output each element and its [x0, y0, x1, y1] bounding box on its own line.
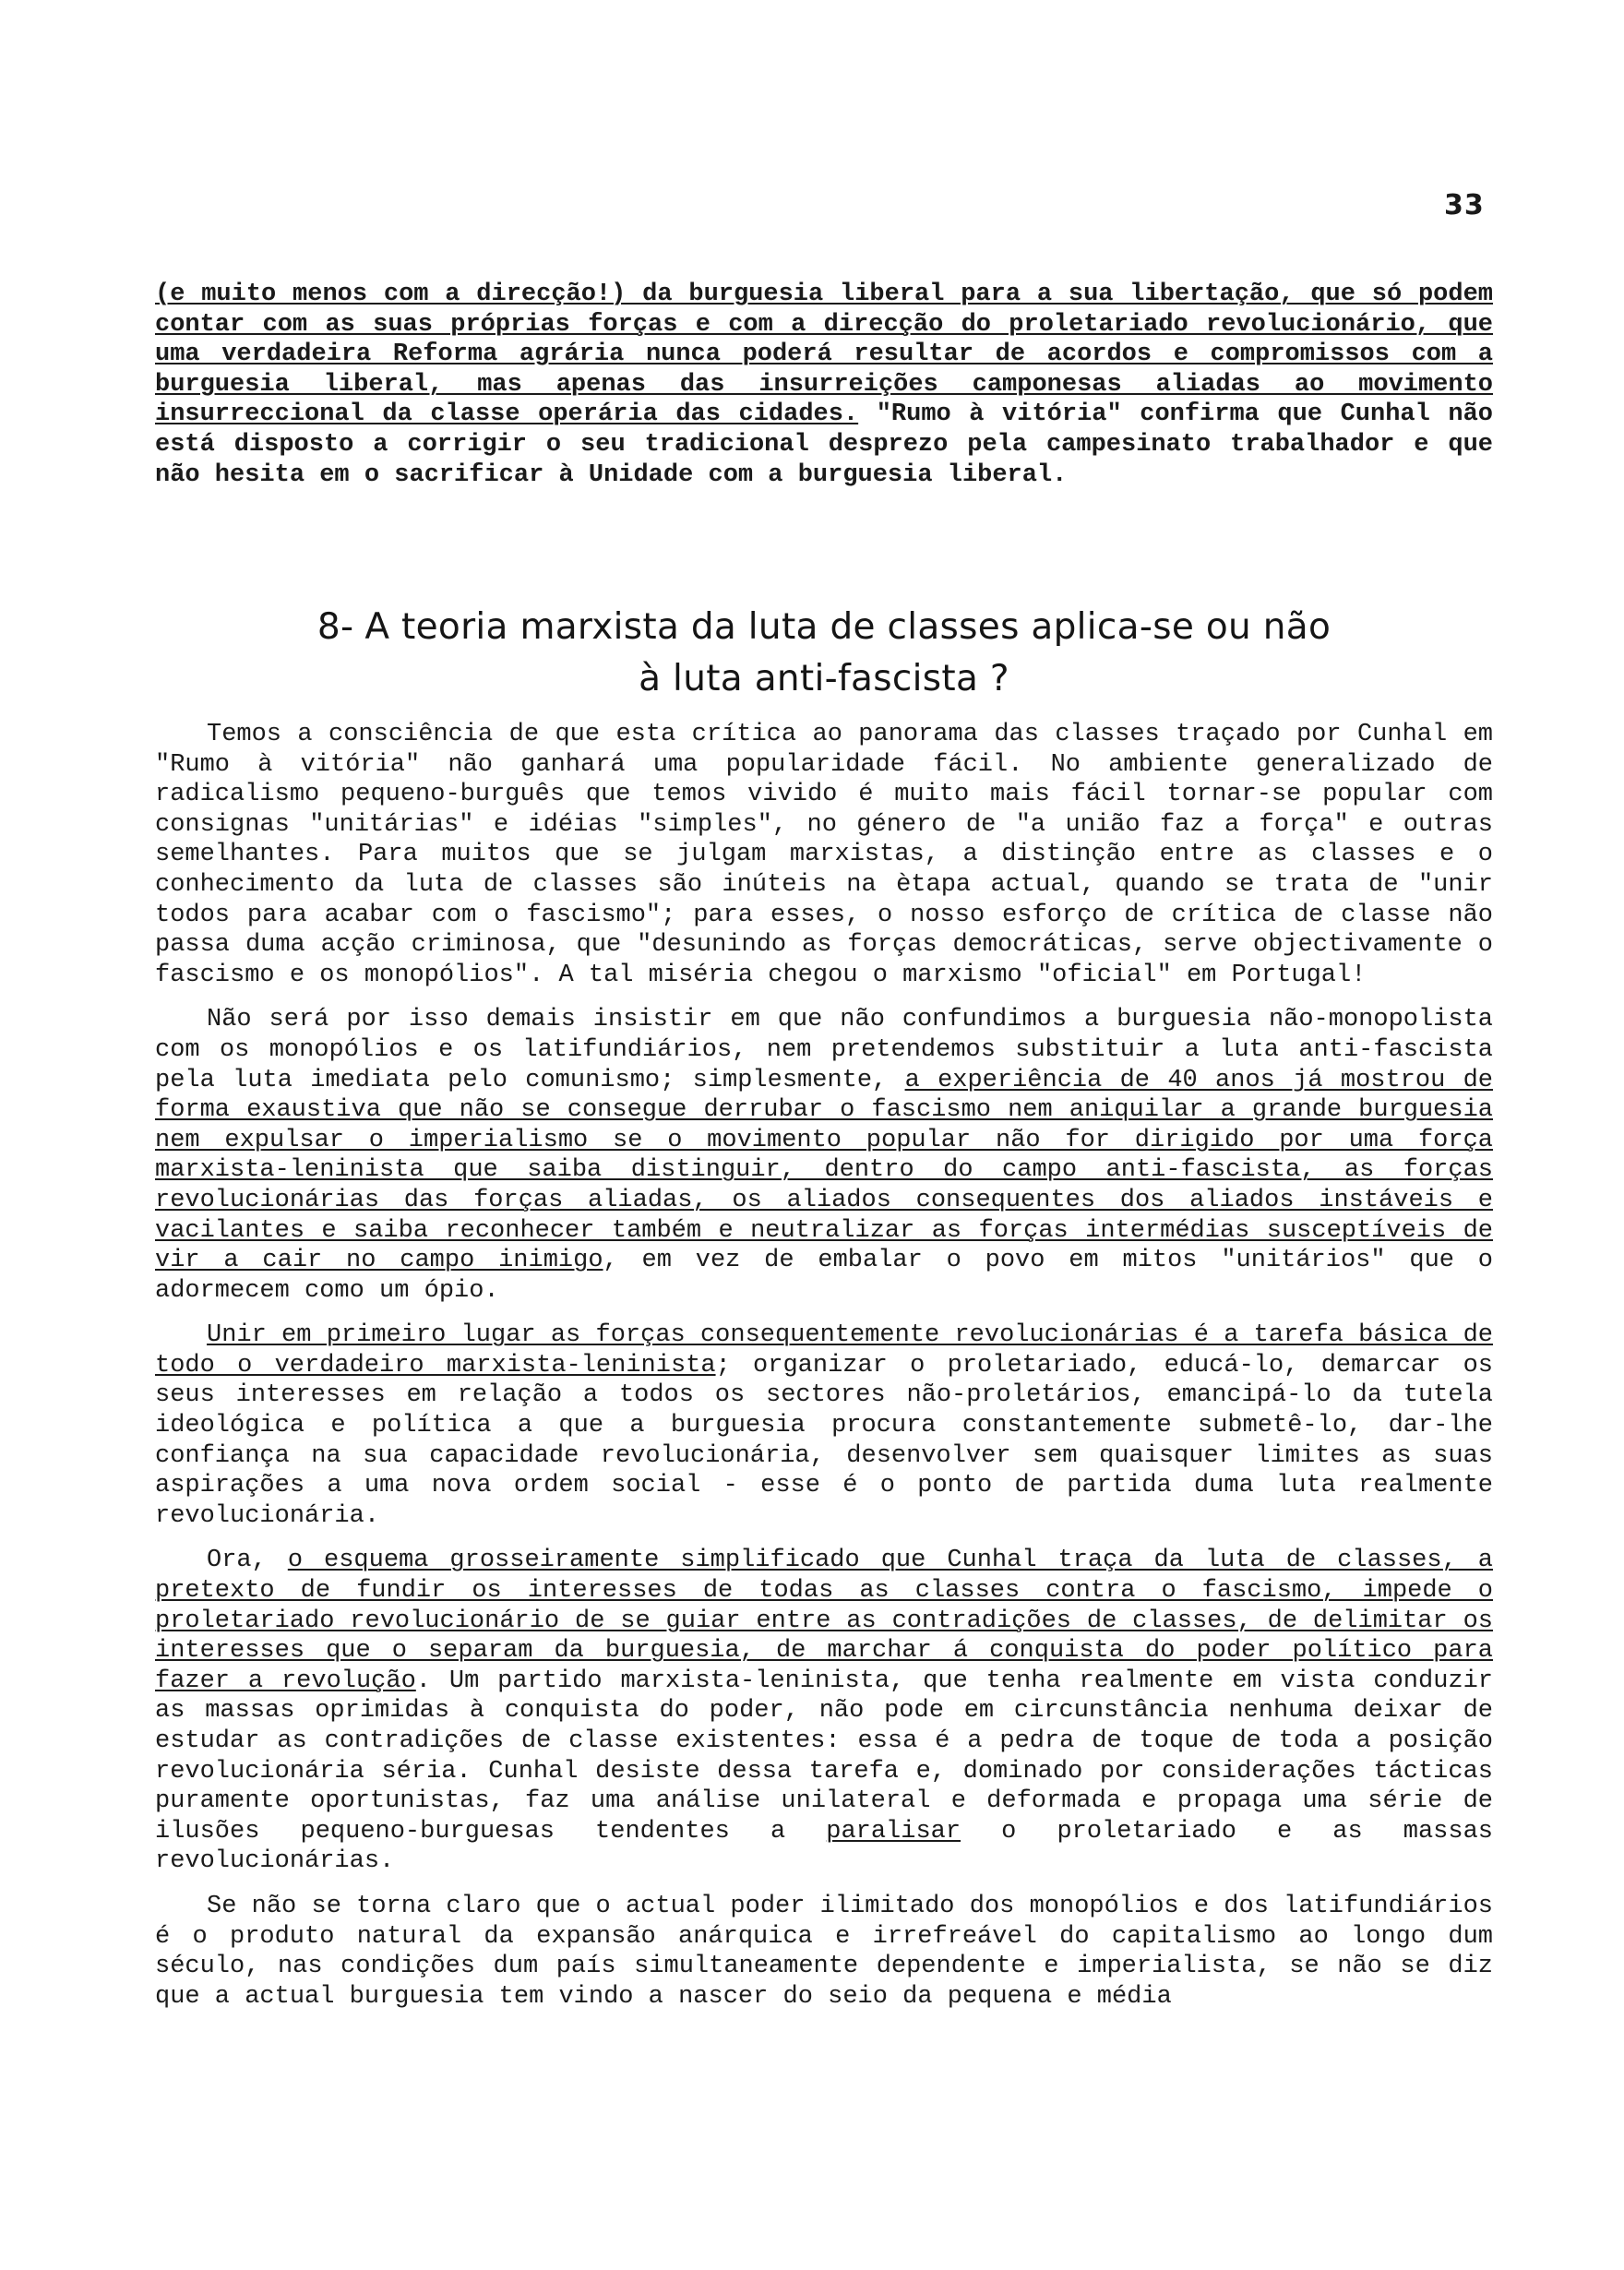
paragraph-3-underlined: Unir em primeiro lugar as forças consequentemente revolucionárias é a tarefa básica de todo o verdadeiro marxista-leninista — [155, 1321, 1493, 1380]
paragraph-3 — [155, 1320, 1493, 1531]
intro-text — [155, 280, 1493, 490]
heading-line-1 — [155, 602, 1493, 653]
heading-title-1: A teoria marxista da luta de classes aplica-se ou não — [364, 606, 1331, 648]
heading-line-2: à luta anti-fascista ? — [639, 658, 1009, 699]
main-body — [155, 720, 1493, 2012]
paragraph-4-end: o proletariado e as massas revolucionárias. — [155, 1817, 1493, 1876]
intro-paragraph — [155, 280, 1493, 490]
paragraph-4-underlined: o esquema grosseiramente simplificado que Cunhal traça da luta de classes, a pretexto de fundir os interesses de todas as classes contra o fascismo, impede o proletariado revolucionário de se guiar entre as contradições de classes, de delimitar os interesses que o separam da burguesia, de marchar á conquista do poder político para fazer a revolução — [155, 1547, 1493, 1695]
paragraph-4-start: Ora, — [207, 1547, 288, 1575]
paragraph-2 — [155, 1005, 1493, 1306]
page-number: 33 — [1444, 189, 1485, 221]
paragraph-5: Se não se torna claro que o actual poder ilimitado dos monopólios e dos latifundiários é o produto natural da expansão anárquica e irrefreável do capitalismo ao longo dum século, nas condições dum país simultaneamente dependente e imperialista, se não se diz que a actual burguesia tem vindo a nascer do seio da pequena e média — [155, 1892, 1493, 2011]
paragraph-4 — [155, 1546, 1493, 1877]
paragraph-2-end: , em vez de embalar o povo em mitos "unitários" que o adormecem como um ópio. — [155, 1247, 1493, 1305]
paragraph-2-start: Não será por isso demais insistir em que não confundimos a burguesia não-monopolista com os monopólios e os latifundiários, nem pretendemos substituir a luta anti-fascista pela luta imediata pelo comunismo; simplesmente, — [155, 1006, 1493, 1094]
paragraph-4-underlined-word: paralisar — [826, 1817, 961, 1846]
paragraph-3-end: ; organizar o proletariado, educá-lo, demarcar os seus interesses em relação a todos os sectores não-proletários, emancipá-lo da tutela ideológica e política a que a burguesia procura constantemente submetê-lo, dar-lhe confiança na sua capacidade revolucionária, desenvolver sem quaisquer limites as suas aspirações a uma nova ordem social - esse é o ponto de partida duma luta realmente revolucionária. — [155, 1351, 1494, 1530]
section-heading — [155, 602, 1493, 705]
intro-rest: "Rumo à vitória" confirma que Cunhal não está disposto a corrigir o seu tradicional desprezo pela campesinato trabalhador e que não hesita em o sacrificar à Unidade com a burguesia liberal. — [155, 400, 1493, 489]
paragraph-1: Temos a consciência de que esta crítica ao panorama das classes traçado por Cunhal em "Rumo à vitória" não ganhará uma popularidade fácil. No ambiente generalizado de radicalismo pequeno-burguês que temos vivido é muito mais fácil tornar-se popular com consignas "unitárias" e idéias "simples", no género de "a união faz a força" e outras semelhantes. Para muitos que se julgam marxistas, a distinção entre as classes e o conhecimento da luta de classes são inúteis na ètapa actual, quando se trata de "unir todos para acabar com o fascismo"; para esses, o nosso esforço de crítica de classe não passa duma acção criminosa, que "desunindo as forças democráticas, serve objectivamente o fascismo e os monopólios". A tal miséria chegou o marxismo "oficial" em Portugal! — [155, 721, 1493, 989]
paragraph-4-middle: . Um partido marxista-leninista, que tenha realmente em vista conduzir as massas oprimidas à conquista do poder, não pode em circunstância nenhuma deixar de estudar as contradições de classe existentes: essa é a pedra de toque de toda a posição revolucionária séria. Cunhal desiste dessa tarefa e, dominado por considerações tácticas puramente oportunistas, faz uma análise unilateral e deformada e propaga uma série de ilusões pequeno-burguesas tendentes a — [155, 1667, 1494, 1846]
paragraph-2-underlined: a experiência de 40 anos já mostrou de forma exaustiva que não se consegue derrubar o fascismo nem aniquilar a grande burguesia nem expulsar o imperialismo se o movimento popular não for dirigido por uma força marxista-leninista que saiba distinguir, dentro do campo anti-fascista, as forças revolucionárias das forças aliadas, os aliados consequentes dos aliados instáveis e vacilantes e saiba reconhecer também e neutralizar as forças intermédias susceptíveis de vir a cair no campo inimigo — [155, 1066, 1493, 1275]
heading-number: 8- — [316, 606, 354, 648]
intro-underlined: (e muito menos com a direcção!) da burguesia liberal para a sua libertação, que só podem contar com as suas próprias forças e com a direcção do proletariado revolucionário, que uma verdadeira Reforma agrária nunca poderá resultar de acordos e compromissos com a burguesia liberal, mas apenas das insurreições camponesas aliadas ao movimento insurreccional da classe operária das cidades. — [155, 281, 1493, 429]
